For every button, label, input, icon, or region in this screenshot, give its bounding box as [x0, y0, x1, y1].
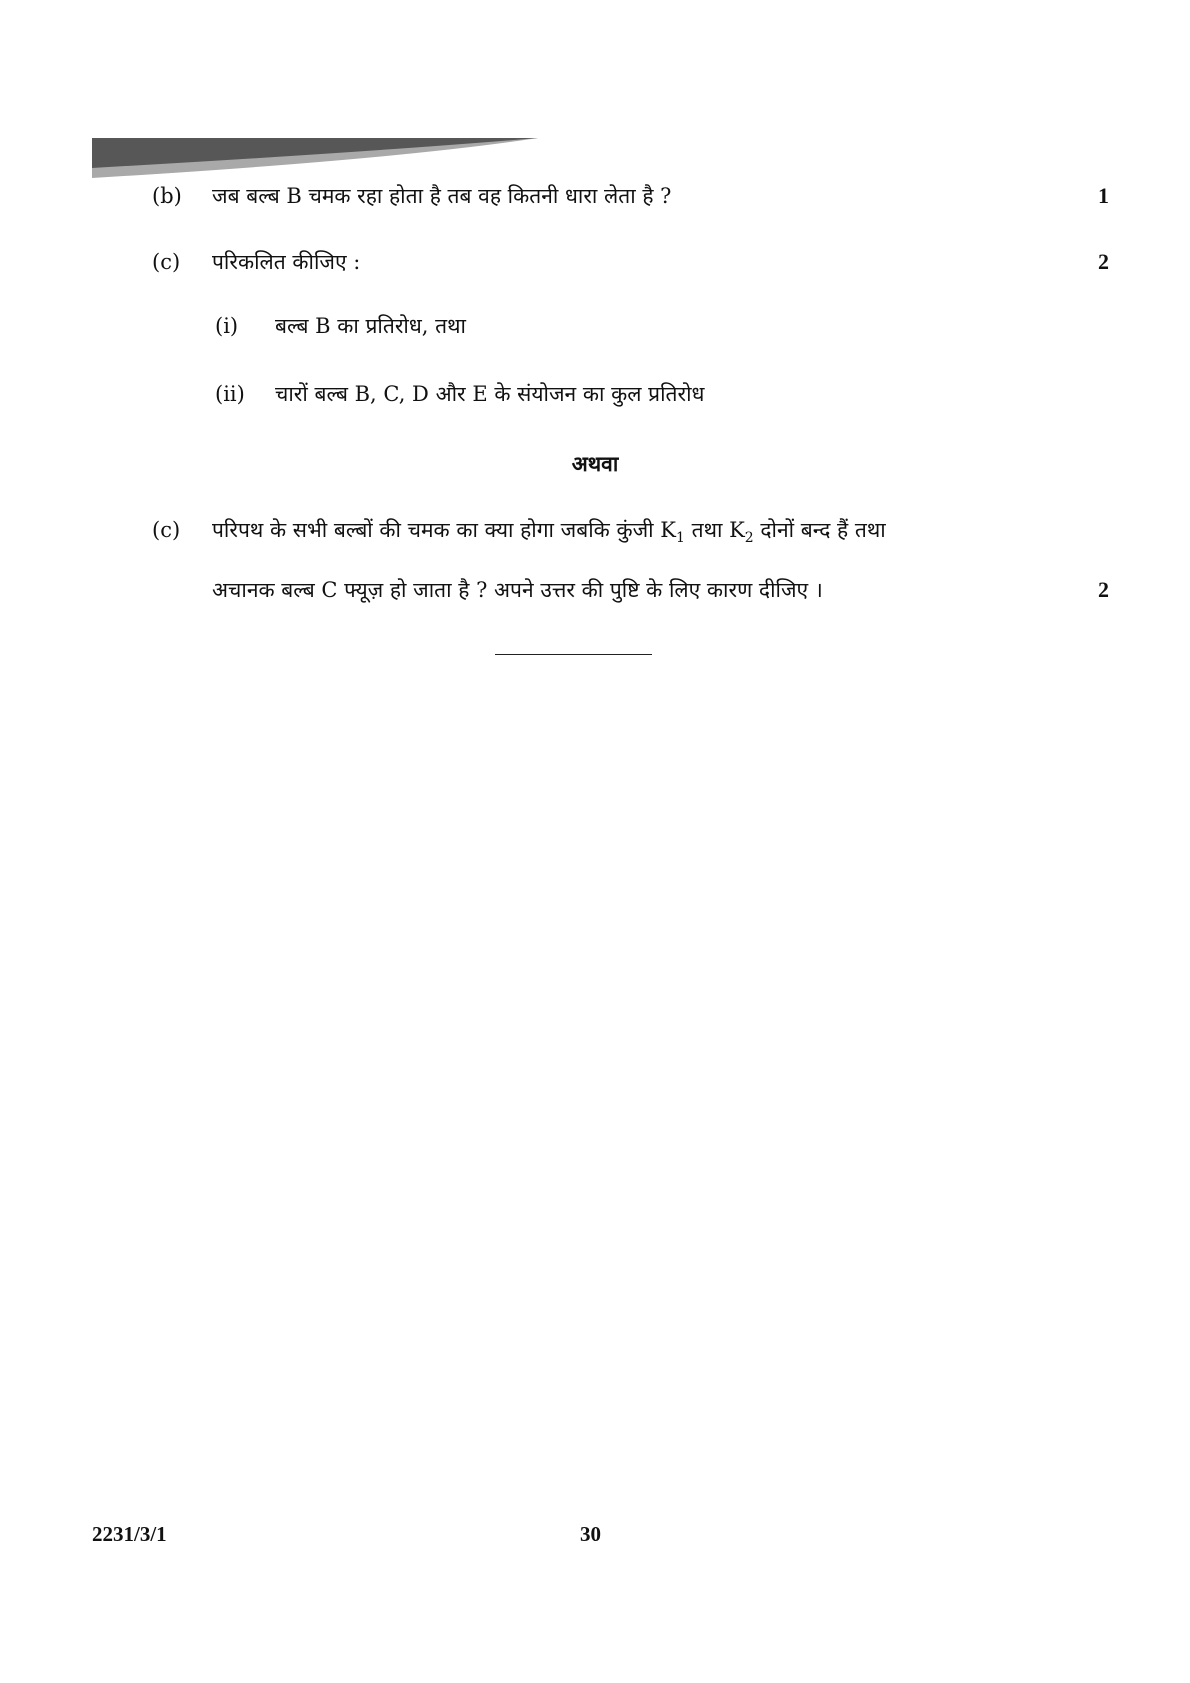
subpart-text: चारों बल्ब B, C, D और E के संयोजन का कुल प्रतिरोध	[275, 382, 705, 406]
question-text-line1	[212, 516, 886, 552]
marks: 2	[1098, 249, 1109, 274]
question-text: जब बल्ब B चमक रहा होता है तब वह कितनी धारा लेता है ?	[212, 184, 672, 208]
question-text: परिकलित कीजिए :	[212, 250, 361, 274]
subscript: 1	[676, 530, 685, 547]
text-segment: दोनों बन्द हैं तथा	[753, 518, 886, 542]
marks: 1	[1098, 183, 1109, 208]
page-number: 30	[580, 1522, 601, 1546]
question-label: (c)	[152, 518, 181, 542]
subpart-label: (ii)	[215, 382, 245, 406]
end-of-section-rule	[495, 654, 652, 655]
or-heading: अथवा	[571, 451, 619, 476]
marks: 2	[1098, 577, 1109, 602]
paper-code: 2231/3/1	[92, 1522, 167, 1546]
subpart-label: (i)	[215, 314, 239, 338]
text-segment: तथा K	[684, 518, 745, 542]
question-label: (b)	[152, 184, 182, 208]
text-segment: परिपथ के सभी बल्बों की चमक का क्या होगा जबकि कुंजी K	[212, 518, 676, 542]
subscript: 2	[744, 530, 754, 547]
question-label: (c)	[152, 250, 181, 274]
header-decorative-bar	[92, 138, 538, 178]
subpart-text: बल्ब B का प्रतिरोध, तथा	[275, 314, 466, 338]
question-text-line2: अचानक बल्ब C फ्यूज़ हो जाता है ? अपने उत्तर की पुष्टि के लिए कारण दीजिए ।	[212, 578, 823, 602]
